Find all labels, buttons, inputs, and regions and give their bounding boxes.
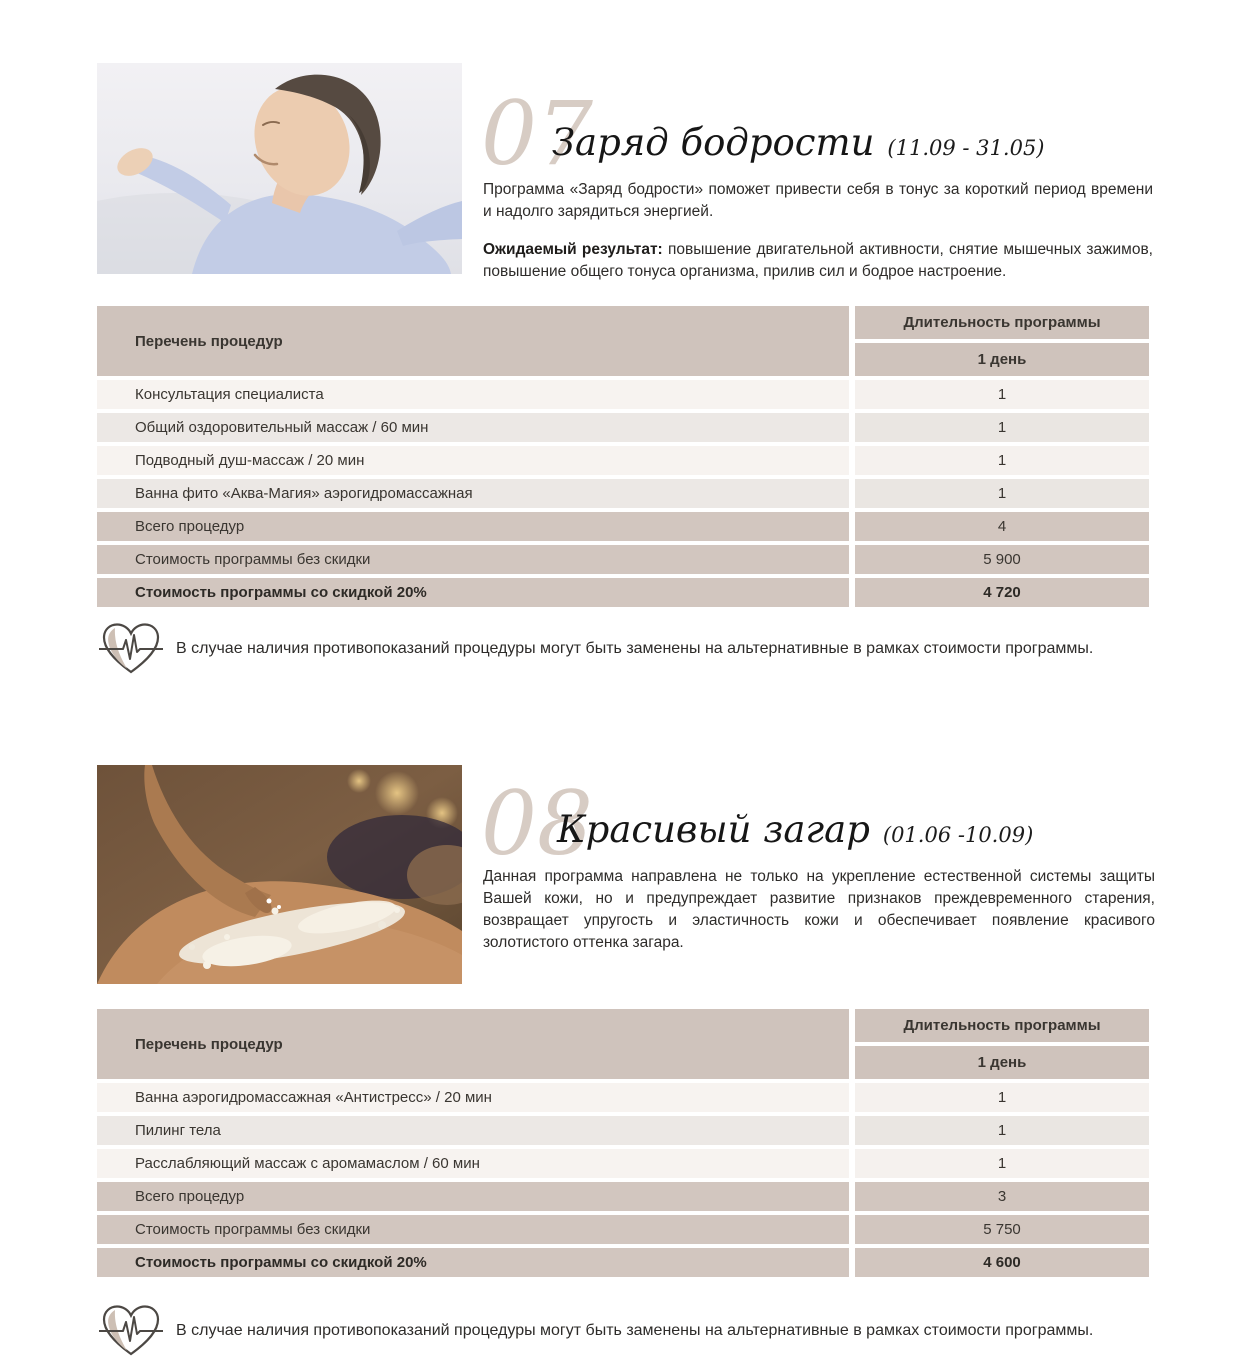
section07-title: Заряд бодрости	[552, 121, 875, 164]
row-label: Всего процедур	[97, 512, 849, 541]
heart-ecg-icon	[99, 1303, 163, 1359]
section08-procedures-table	[97, 1009, 1149, 1277]
row-value: 3	[855, 1182, 1149, 1211]
man-arms-spread-photo	[97, 63, 462, 274]
row-label: Консультация специалиста	[97, 380, 849, 409]
row-value: 1	[855, 1149, 1149, 1178]
row-label: Стоимость программы без скидки	[97, 1215, 849, 1244]
table-row-discount-price	[97, 578, 1149, 607]
row-value: 1	[855, 380, 1149, 409]
table-header	[97, 1009, 1149, 1079]
expected-result-text: повышение двигательной активности, снятие мышечных зажимов, повышение общего тонуса организма, прилив сил и бодрое настроение.	[483, 241, 1153, 280]
table-row	[97, 1083, 1149, 1112]
table-row-price	[97, 1215, 1149, 1244]
section08-dates: (01.06 -10.09)	[882, 823, 1034, 847]
row-label: Стоимость программы со скидкой 20%	[97, 1248, 849, 1277]
row-label: Пилинг тела	[97, 1116, 849, 1145]
table-row-total	[97, 1182, 1149, 1211]
row-label: Стоимость программы со скидкой 20%	[97, 578, 849, 607]
col-duration-header: Длительность программы	[855, 1009, 1149, 1042]
section07-photo	[97, 63, 462, 274]
section08-titleline	[557, 808, 1033, 851]
col-procedures-header: Перечень процедур	[97, 1009, 849, 1079]
section07-titleline	[552, 121, 1045, 164]
row-label: Ванна аэрогидромассажная «Антистресс» / 20 мин	[97, 1083, 849, 1112]
col-procedures-header: Перечень процедур	[97, 306, 849, 376]
section07-note	[99, 621, 1159, 677]
section08-title: Красивый загар	[557, 808, 870, 851]
section07-number: 07	[481, 82, 593, 185]
section07-expected	[483, 239, 1153, 283]
table-header	[97, 306, 1149, 376]
table-row	[97, 413, 1149, 442]
table-row	[97, 446, 1149, 475]
section08-intro: Данная программа направлена не только на укрепление естественной системы защиты Вашей кожи, но и предупреждает развитие признаков преждевременного старения, возвращает упругость и эластичность кожи и обеспечивает появление красивого золотистого оттенка загара.	[483, 868, 1155, 951]
section07-dates: (11.09 - 31.05)	[887, 136, 1045, 160]
section08-photo	[97, 765, 462, 984]
note-text: В случае наличия противопоказаний процедуры могут быть заменены на альтернативные в рамках стоимости программы.	[176, 640, 1094, 657]
section07-intro: Программа «Заряд бодрости» поможет привести себя в тонус за короткий период времени и надолго зарядиться энергией.	[483, 181, 1153, 220]
row-value: 5 750	[855, 1215, 1149, 1244]
row-label: Ванна фито «Аква-Магия» аэрогидромассажная	[97, 479, 849, 508]
col-duration-header: Длительность программы	[855, 306, 1149, 339]
table-row	[97, 1149, 1149, 1178]
note-text: В случае наличия противопоказаний процедуры могут быть заменены на альтернативные в рамках стоимости программы.	[176, 1322, 1094, 1339]
expected-result-label: Ожидаемый результат:	[483, 241, 663, 258]
table-row	[97, 479, 1149, 508]
table-row-discount-price	[97, 1248, 1149, 1277]
heart-ecg-icon	[99, 621, 163, 677]
section08-note	[99, 1303, 1159, 1359]
row-value: 1	[855, 413, 1149, 442]
table-row-price	[97, 545, 1149, 574]
row-label: Подводный душ-массаж / 20 мин	[97, 446, 849, 475]
section08-number: 08	[481, 772, 593, 875]
row-value: 1	[855, 1083, 1149, 1112]
col-duration-subheader: 1 день	[855, 343, 1149, 376]
row-value: 5 900	[855, 545, 1149, 574]
col-duration-subheader: 1 день	[855, 1046, 1149, 1079]
section07-procedures-table	[97, 306, 1149, 607]
row-label: Всего процедур	[97, 1182, 849, 1211]
row-value: 1	[855, 1116, 1149, 1145]
row-label: Общий оздоровительный массаж / 60 мин	[97, 413, 849, 442]
row-value: 4 600	[855, 1248, 1149, 1277]
row-label: Расслабляющий массаж с аромамаслом / 60 мин	[97, 1149, 849, 1178]
row-label: Стоимость программы без скидки	[97, 545, 849, 574]
row-value: 1	[855, 446, 1149, 475]
table-row-total	[97, 512, 1149, 541]
row-value: 1	[855, 479, 1149, 508]
row-value: 4 720	[855, 578, 1149, 607]
row-value: 4	[855, 512, 1149, 541]
table-row	[97, 1116, 1149, 1145]
table-row	[97, 380, 1149, 409]
salt-scrub-massage-photo	[97, 765, 462, 984]
